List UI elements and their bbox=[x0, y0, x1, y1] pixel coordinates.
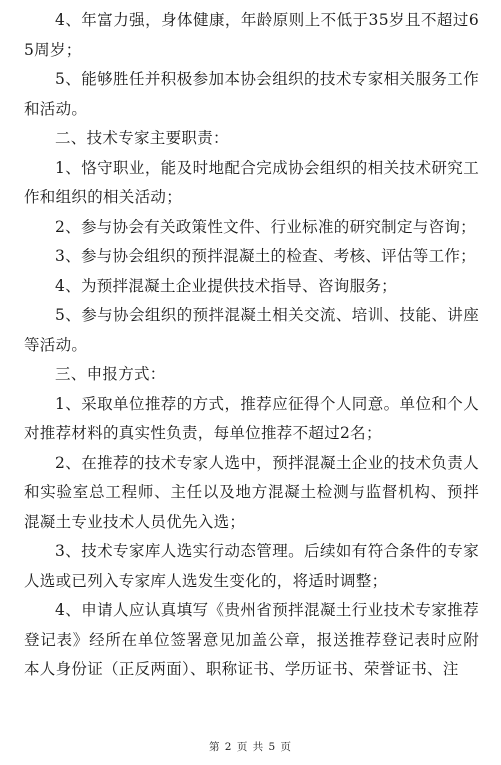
paragraph-duty-5: 5、参与协会组织的预拌混凝土相关交流、培训、技能、讲座等活动。 bbox=[24, 306, 479, 354]
paragraph-requirement-4: 4、年富力强，身体健康，年龄原则上不低于35岁且不超过65周岁； bbox=[24, 11, 479, 59]
paragraph-requirement-5: 5、能够胜任并积极参加本协会组织的技术专家相关服务工作和活动。 bbox=[24, 70, 479, 118]
paragraph-application-1: 1、采取单位推荐的方式，推荐应征得个人同意。单位和个人对推荐材料的真实性负责，每单位推荐不超过2名； bbox=[24, 394, 479, 442]
paragraph-application-3: 3、技术专家库人选实行动态管理。后续如有符合条件的专家人选或已列入专家库人选发生变化的，将适时调整； bbox=[24, 542, 479, 590]
paragraph-duty-4: 4、为预拌混凝土企业提供技术指导、咨询服务； bbox=[55, 276, 397, 295]
page-number-footer: 第 2 页 共 5 页 bbox=[208, 741, 293, 753]
paragraph-application-2: 2、在推荐的技术专家人选中，预拌混凝土企业的技术负责人和实验室总工程师、主任以及地方混凝土检测与监督机构、预拌混凝土专业技术人员优先入选； bbox=[24, 453, 479, 531]
paragraph-duty-3: 3、参与协会组织的预拌混凝土的检查、考核、评估等工作； bbox=[55, 247, 476, 265]
section-heading-application: 三、申报方式： bbox=[55, 365, 166, 383]
section-heading-duties: 二、技术专家主要职责： bbox=[55, 129, 229, 147]
paragraph-application-4: 4、申请人应认真填写《贵州省预拌混凝土行业技术专家推荐登记表》经所在单位签署意见加盖公章，报送推荐登记表时应附本人身份证（正反两面）、职称证书、学历证书、荣誉证书、注 bbox=[24, 601, 479, 678]
document-body bbox=[24, 6, 479, 685]
paragraph-duty-2: 2、参与协会有关政策性文件、行业标准的研究制定与咨询； bbox=[55, 217, 476, 236]
paragraph-duty-1: 1、恪守职业，能及时地配合完成协会组织的相关技术研究工作和组织的相关活动； bbox=[24, 158, 479, 206]
